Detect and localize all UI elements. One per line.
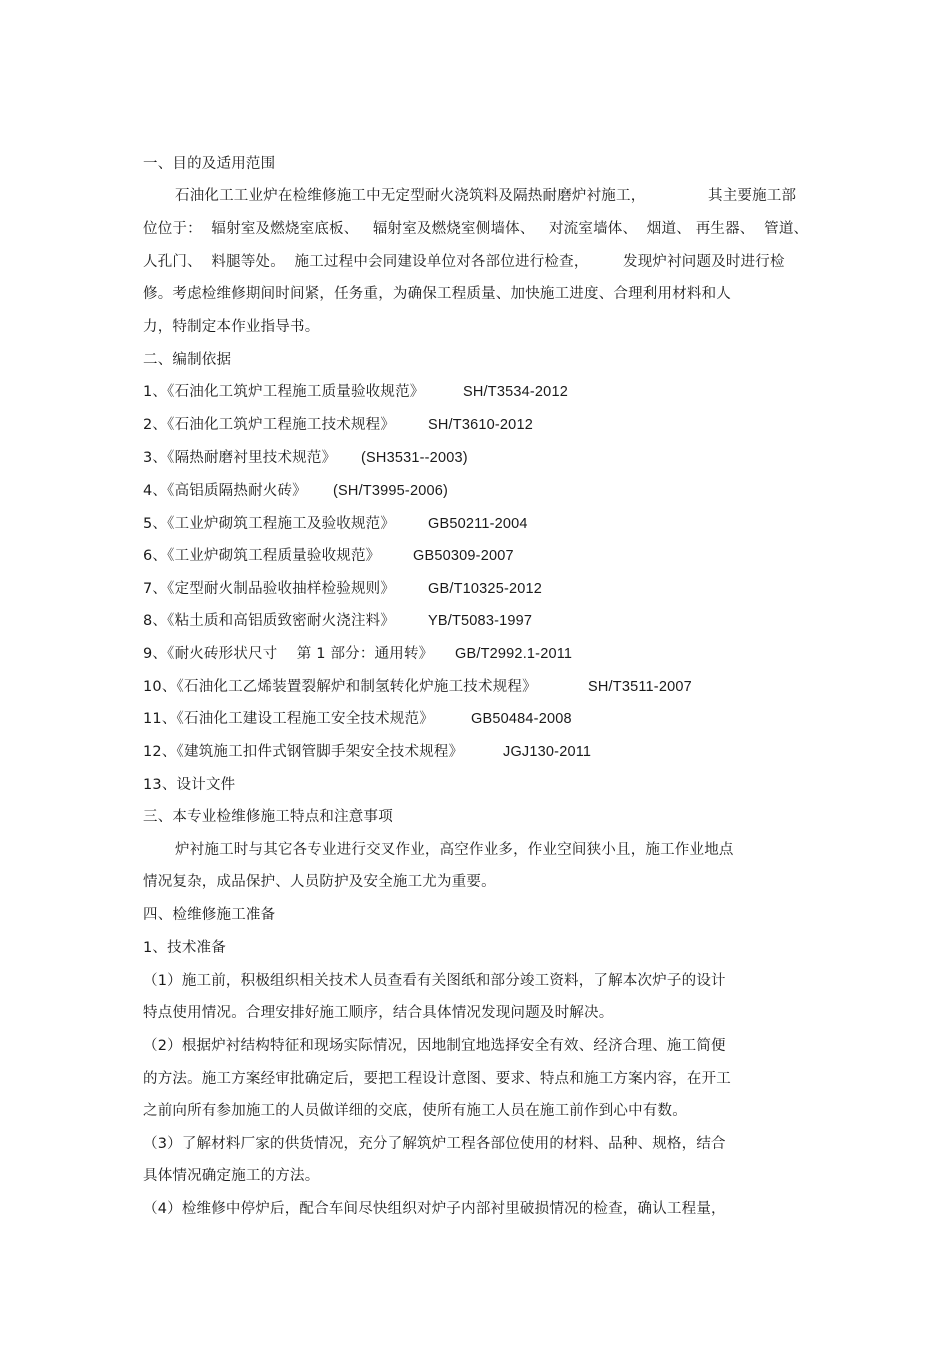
intro-line-1a: 石油化工工业炉在检维修施工中无定型耐火浇筑料及隔热耐磨炉衬施工， xyxy=(175,188,646,204)
prep-line: （1）施工前，积极组织相关技术人员查看有关图纸和部分竣工资料，了解本次炉子的设计 xyxy=(143,973,726,989)
intro-line-1b: 其主要施工部 xyxy=(708,188,797,204)
reference-title: 12、《建筑施工扣件式钢管脚手架安全技术规程》 xyxy=(143,744,464,760)
intro-line-3a: 人孔门、 料腿等处。 施工过程中会同建设单位对各部位进行检查， xyxy=(143,254,589,270)
s3-line-1: 炉衬施工时与其它各专业进行交叉作业，高空作业多，作业空间狭小且，施工作业地点 xyxy=(175,842,734,858)
reference-code: GB50211-2004 xyxy=(428,516,528,532)
section-heading-2: 二、编制依据 xyxy=(143,352,232,368)
reference-title: 11、《石油化工建设工程施工安全技术规范》 xyxy=(143,711,434,727)
reference-title: 8、《粘土质和高铝质致密耐火浇注料》 xyxy=(143,613,396,629)
section-heading-3: 三、本专业检维修施工特点和注意事项 xyxy=(143,809,393,825)
intro-line-5: 力，特制定本作业指导书。 xyxy=(143,319,320,335)
prep-line: 具体情况确定施工的方法。 xyxy=(143,1168,320,1184)
prep-line: （4）检维修中停炉后，配合车间尽快组织对炉子内部衬里破损情况的检查，确认工程量， xyxy=(143,1201,726,1217)
intro-line-3b: 发现炉衬问题及时进行检 xyxy=(623,254,785,270)
reference-code: GB50484-2008 xyxy=(471,711,572,727)
reference-title: 2、《石油化工筑炉工程施工技术规程》 xyxy=(143,417,396,433)
reference-code: GB/T10325-2012 xyxy=(428,581,543,597)
reference-code: SH/T3610-2012 xyxy=(428,417,533,433)
reference-title: 7、《定型耐火制品验收抽样检验规则》 xyxy=(143,581,396,597)
reference-title: 10、《石油化工乙烯装置裂解炉和制氢转化炉施工技术规程》 xyxy=(143,679,537,695)
intro-line-4: 修。考虑检维修期间时间紧，任务重，为确保工程质量、加快施工进度、合理利用材料和人 xyxy=(143,286,731,302)
section-heading-4: 四、检维修施工准备 xyxy=(143,907,276,923)
reference-title: 13、设计文件 xyxy=(143,777,236,793)
reference-code: SH/T3511-2007 xyxy=(588,679,692,695)
reference-title: 1、《石油化工筑炉工程施工质量验收规范》 xyxy=(143,384,425,400)
reference-title: 4、《高铝质隔热耐火砖》 xyxy=(143,483,307,499)
reference-title: 5、《工业炉砌筑工程施工及验收规范》 xyxy=(143,516,396,532)
prep-line: 之前向所有参加施工的人员做详细的交底，使所有施工人员在施工前作到心中有数。 xyxy=(143,1103,687,1119)
reference-code: SH/T3534-2012 xyxy=(463,384,568,400)
s3-line-2: 情况复杂，成品保护、人员防护及安全施工尤为重要。 xyxy=(143,874,496,890)
reference-code: (SH3531--2003) xyxy=(361,450,468,466)
reference-title: 3、《隔热耐磨衬里技术规范》 xyxy=(143,450,337,466)
subsection-heading: 1、技术准备 xyxy=(143,940,226,956)
prep-line: （2）根据炉衬结构特征和现场实际情况，因地制宜地选择安全有效、经济合理、施工简便 xyxy=(143,1038,726,1054)
reference-title: 9、《耐火砖形状尺寸 第 1 部分：通用转》 xyxy=(143,646,434,662)
prep-line: 特点使用情况。合理安排好施工顺序，结合具体情况发现问题及时解决。 xyxy=(143,1005,614,1021)
prep-line: （3）了解材料厂家的供货情况，充分了解筑炉工程各部位使用的材料、品种、规格，结合 xyxy=(143,1136,726,1152)
reference-code: GB/T2992.1-2011 xyxy=(455,646,573,662)
reference-code: YB/T5083-1997 xyxy=(428,613,533,629)
reference-title: 6、《工业炉砌筑工程质量验收规范》 xyxy=(143,548,381,564)
intro-line-2: 位位于： 辐射室及燃烧室底板、 辐射室及燃烧室侧墙体、 对流室墙体、 烟道、 再生器、 管道、 xyxy=(143,221,809,237)
prep-line: 的方法。施工方案经审批确定后，要把工程设计意图、要求、特点和施工方案内容，在开工 xyxy=(143,1071,731,1087)
reference-code: GB50309-2007 xyxy=(413,548,514,564)
reference-code: JGJ130-2011 xyxy=(503,744,592,760)
section-heading-1: 一、目的及适用范围 xyxy=(143,156,276,172)
reference-code: (SH/T3995-2006) xyxy=(333,483,449,499)
